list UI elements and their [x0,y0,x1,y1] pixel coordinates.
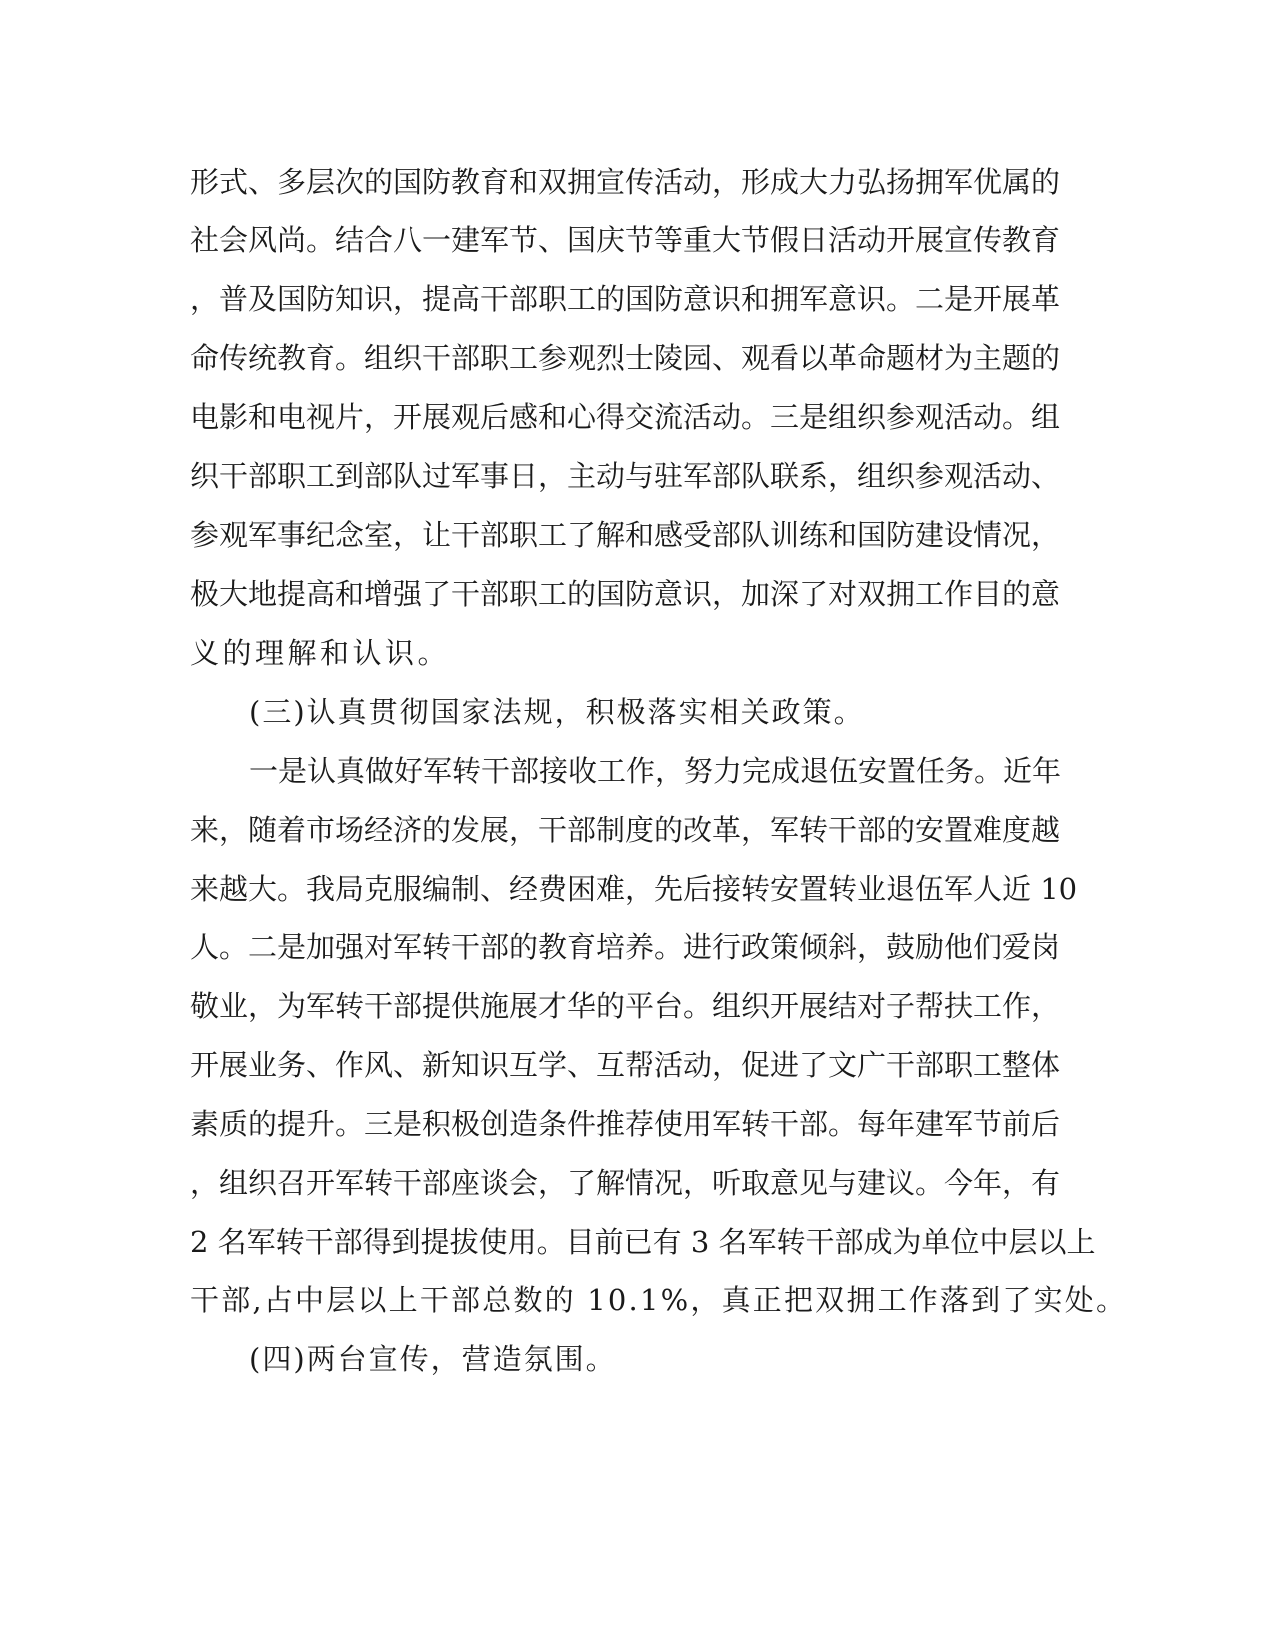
paragraph-line: 2 名军转干部得到提拔使用。目前已有 3 名军转干部成为单位中层以上 [190,1225,1096,1259]
paragraph-line: 命传统教育。组织干部职工参观烈士陵园、观看以革命题材为主题的 [190,341,1061,375]
paragraph-line: 敬业，为军转干部提供施展才华的平台。组织开展结对子帮扶工作， [190,989,1061,1023]
paragraph-line: 来越大。我局克服编制、经费困难，先后接转安置转业退伍军人近 10 [190,872,1078,906]
section-heading: (四)两台宣传，营造氛围。 [249,1342,617,1376]
paragraph-line: 一是认真做好军转干部接收工作，努力完成退伍安置任务。近年 [249,754,1062,788]
paragraph-line: 来，随着市场经济的发展，干部制度的改革，军转干部的安置难度越 [190,813,1061,847]
paragraph-line: 形式、多层次的国防教育和双拥宣传活动，形成大力弘扬拥军优属的 [190,165,1061,199]
paragraph-line: 社会风尚。结合八一建军节、国庆节等重大节假日活动开展宣传教育 [190,223,1061,257]
paragraph-line: 参观军事纪念室，让干部职工了解和感受部队训练和国防建设情况， [190,518,1061,552]
paragraph-line: 电影和电视片，开展观后感和心得交流活动。三是组织参观活动。组 [190,400,1061,434]
paragraph-line: 织干部职工到部队过军事日，主动与驻军部队联系，组织参观活动、 [190,459,1061,493]
paragraph-line: 极大地提高和增强了干部职工的国防意识，加深了对双拥工作目的意 [190,577,1061,611]
paragraph-line: ，组织召开军转干部座谈会，了解情况，听取意见与建议。今年，有 [190,1166,1061,1200]
paragraph-line: 义的理解和认识。 [190,636,451,670]
paragraph-line: 干部,占中层以上干部总数的 10.1%，真正把双拥工作落到了实处。 [190,1283,1128,1317]
paragraph-line: 开展业务、作风、新知识互学、互帮活动，促进了文广干部职工整体 [190,1048,1061,1082]
paragraph-line: ，普及国防知识，提高干部职工的国防意识和拥军意识。二是开展革 [190,282,1061,316]
section-heading: (三)认真贯彻国家法规，积极落实相关政策。 [249,695,865,729]
paragraph-line: 人。二是加强对军转干部的教育培养。进行政策倾斜，鼓励他们爱岗 [190,930,1061,964]
paragraph-line: 素质的提升。三是积极创造条件推荐使用军转干部。每年建军节前后 [190,1107,1061,1141]
